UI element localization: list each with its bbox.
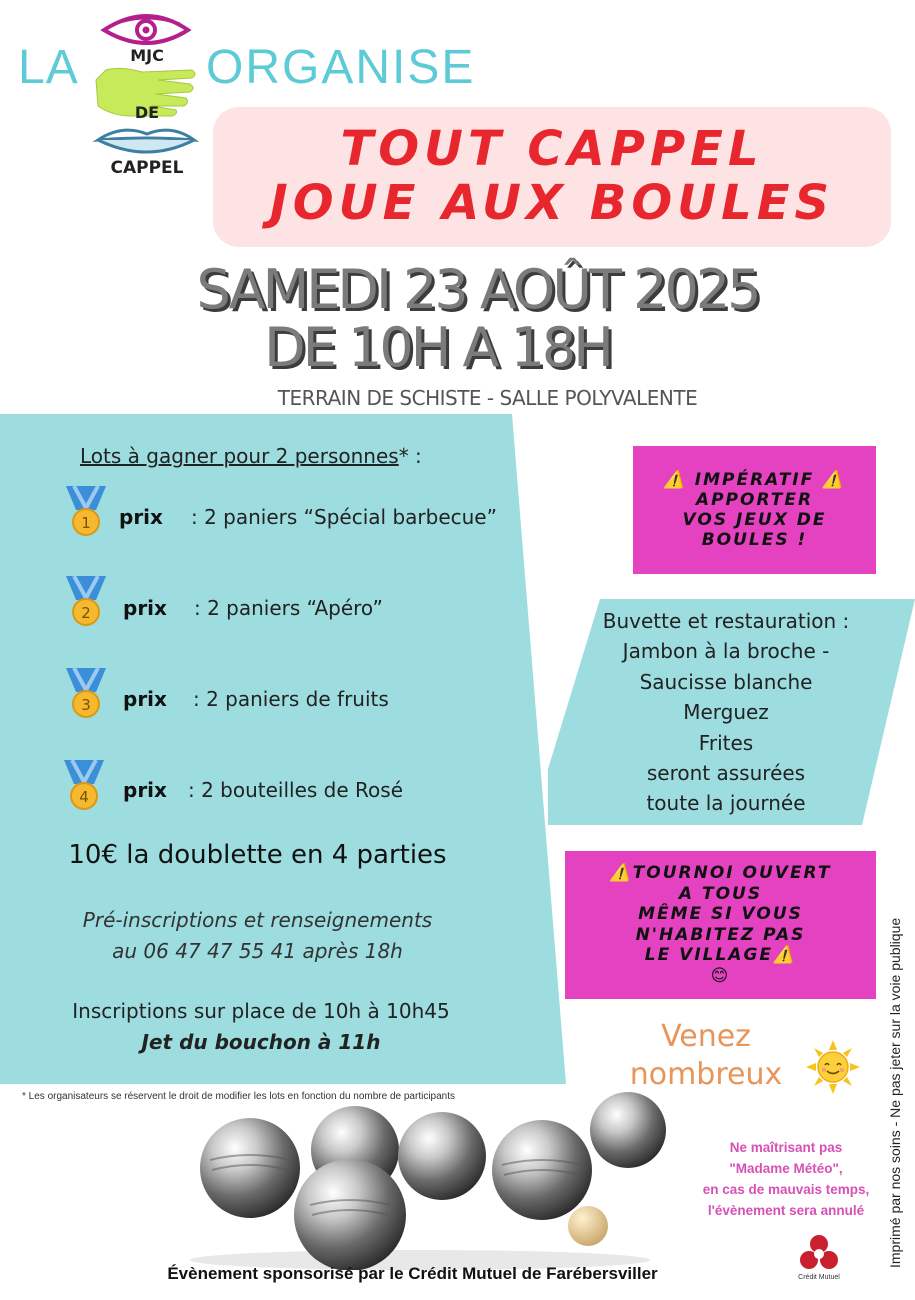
prize-description: : 2 paniers de fruits [193,687,389,711]
organise-text: ORGANISE [206,41,476,94]
prize-label: prix [123,687,167,711]
venez-nombreux [616,1018,796,1094]
credit-mutuel-logo [780,1230,858,1286]
price-text: 10€ la doublette en 4 parties [68,840,447,870]
title-box [213,107,891,247]
sponsor-text: Évènement sponsorisé par le Crédit Mutuel de Farébersviller [167,1264,658,1283]
medal-icon [64,484,108,538]
logo-text-de: DE [134,103,160,122]
imperatif-line-2: APPORTER [695,490,814,510]
lots-title [80,444,422,468]
date-line-1: SAMEDI 23 AOÛT 2025 [196,258,759,321]
imperatif-line-1: ⚠️ IMPÉRATIF ⚠️ [663,470,846,490]
lots-title-suffix: * : [398,444,422,468]
buvette-line-7: toute la journée [646,791,806,816]
buvette-line-1: Buvette et restauration : [602,609,850,633]
logo-text-mjc: MJC [130,46,164,65]
inscription-line-1: Inscriptions sur place de 10h à 10h45 [72,999,450,1023]
buvette-line-3: Saucisse blanche [639,669,813,694]
credit-mutuel-logo-graphic [780,1230,858,1274]
prize-row-3 [64,666,108,724]
vertical-print-note: Imprimé par nos soins - Ne pas jeter sur la voie publique [887,917,903,1268]
venue-text: TERRAIN DE SCHISTE - SALLE POLYVALENTE [277,386,698,410]
tournoi-line-4: N'HABITEZ PAS [635,924,806,945]
buvette-line-2: Jambon à la broche - [622,639,830,664]
date-block [0,258,915,378]
jet-du-bouchon: Jet du bouchon à 11h [141,1030,381,1054]
medal-rank: 1 [81,514,91,532]
tournoi-line-2: A TOUS [678,883,763,904]
prize-description: : 2 paniers “Spécial barbecue” [191,505,497,529]
venez-line-2: nombreux [629,1057,783,1092]
meteo-line-1: Ne maîtrisant pas [729,1140,843,1155]
tournoi-line-3: MÊME SI VOUS [638,904,803,924]
preinscription-line-2: au 06 47 47 55 41 après 18h [112,939,403,963]
title-line-2: JOUE AUX BOULES [269,175,835,231]
logo-text-cappel: CAPPEL [110,158,184,178]
prize-row-4 [62,758,106,816]
lots-title-underlined: Lots à gagner pour 2 personnes [80,444,399,468]
imperatif-line-3: VOS JEUX DE [682,510,827,530]
preinscription-line-1: Pré-inscriptions et renseignements [82,908,433,932]
prize-label: prix [123,596,167,620]
imperatif-box [633,446,876,574]
prize-row-1 [64,484,108,542]
tournoi-box [565,851,876,999]
buvette-line-4: Merguez [683,700,769,725]
tournoi-line-5: LE VILLAGE⚠️ [644,945,797,965]
prize-row-2 [64,574,108,632]
title-line-1: TOUT CAPPEL [340,121,764,177]
inscription-block [0,996,522,1058]
medal-rank: 4 [79,788,89,806]
tournoi-smiley: 😊 [710,965,731,986]
venez-line-1: Venez [661,1019,751,1054]
medal-icon [64,666,108,720]
meteo-line-4: l'évènement sera annulé [707,1203,865,1218]
medal-rank: 2 [81,604,91,622]
date-line-2: DE 10H A 18H [264,316,611,379]
buvette-line-6: seront assurées [646,761,806,786]
meteo-line-3: en cas de mauvais temps, [702,1182,870,1197]
preinscription-block [0,905,515,967]
disclaimer-text: * Les organisateurs se réservent le droit de modifier les lots en fonction du nombre de participants [22,1091,456,1102]
buvette-line-5: Frites [698,730,754,755]
medal-icon [64,574,108,628]
prize-label: prix [119,505,163,529]
meteo-line-2: "Madame Météo", [729,1161,843,1176]
la-text: LA [18,41,79,94]
medal-icon [62,758,106,812]
petanque-balls-image [170,1090,670,1270]
prize-description: : 2 bouteilles de Rosé [188,778,403,802]
prize-label: prix [123,778,167,802]
mjc-logo [92,8,202,184]
medal-rank: 3 [81,696,91,714]
credit-mutuel-label: Crédit Mutuel [798,1274,840,1281]
imperatif-line-4: BOULES ! [701,530,808,550]
prize-description: : 2 paniers “Apéro” [194,596,383,620]
sun-icon [806,1040,860,1094]
tournoi-line-1: ⚠️TOURNOI OUVERT [609,863,832,883]
buvette-block [590,606,862,819]
meteo-note [688,1137,884,1221]
